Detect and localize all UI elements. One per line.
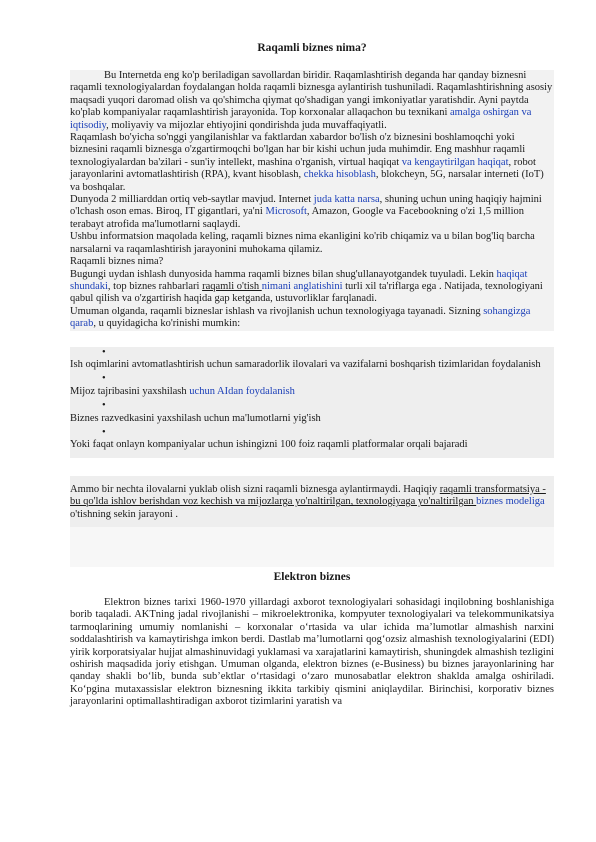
underlined-raqamli-otish: raqamli o'tish	[202, 280, 262, 292]
bullet-list	[70, 347, 554, 458]
text-span: Mijoz tajribasini yaxshilash	[70, 385, 190, 397]
text-span: turli xil ta'riflarga ega . Natijada, texnologiyani qabul qilish va o'zgartirish haqida gap ketganda, ustuvorliklar farqlanadi.	[70, 280, 543, 305]
text-span: Bu Internetda eng ko'p beriladigan savollardan biridir. Raqamlashtirish deganda har qanday biznesni raqamli texnologiyalardan foydalangan holda raqamli biznesga aylantirish tushuniladi. Raqamlashtirishning asosiy maqsadi yuqori daromad olish va qo'shimcha qiymat qo'shadigan yangi imkoniyatlar yaratishdir. Ayni paytda ko'plab kompaniyalar raqamlashtirish jarayonida. Top korxonalar allaqachon bu texnikani	[70, 70, 553, 119]
list-item: Yoki faqat onlayn kompaniyalar uchun ishingizni 100 foiz raqamli platformalar orqali bajaradi	[70, 439, 468, 451]
bullet-glyph: •	[102, 426, 106, 438]
link-nimani-anglatishini[interactable]: nimani anglatishini	[261, 280, 343, 292]
text-span: , blokcheyn, 5G, narsalar interneti (IoT) va boshqalar.	[70, 169, 544, 193]
section-spacer	[70, 527, 554, 567]
paragraph-work-from-home	[70, 269, 554, 306]
link-sohangizga-qarab[interactable]: sohangizga qarab	[70, 305, 531, 330]
paragraph-article-intro: Ushbu informatsion maqolada keling, raqamli biznes nima ekanligini ko'rib chiqamiz va u bilan bog'liq barcha narsalarni va raqamlashtirish jarayonini muhokama qilamiz.	[70, 231, 554, 256]
list-item: Biznes razvedkasini yaxshilash uchun ma'lumotlarni yig'ish	[70, 412, 321, 424]
text-span: Raqamlash bo'yicha so'nggi yangilanishlar va faktlardan xabardor bo'lish o'z biznesini boshlamoqchi yoki biznesini raqamli biznesga o'zgartirmoqchi bo'lgan har bir kishi uchun juda muhimdir. Eng mashhur raqamli texnologiyalardan ba'zilari - sun'iy intellekt, mashina o'rganish, virtual haqiqat	[70, 132, 526, 168]
text-span: Umuman olganda, raqamli bizneslar ishlash va rivojlanish uchun texnologiyaga tayanadi. Sizning	[70, 305, 484, 317]
paragraph-intro	[70, 70, 554, 132]
bullet-glyph: •	[102, 373, 106, 385]
text-span: Dunyoda 2 milliarddan ortiq veb-saytlar mavjud. Internet	[70, 194, 314, 206]
text-span: , Amazon, Google va Facebookning o'zi 1,5 million terabayt atrofida ma'lumotlarni saqlaydi.	[70, 206, 525, 230]
text-span: , robot jarayonlarini avtomatlashtirish (RPA), kvant hisoblash,	[70, 156, 536, 181]
text-span: , moliyaviy va mijozlar ehtiyojini qondirishda juda muvaffaqiyatli.	[106, 119, 387, 131]
page-title: Raqamli biznes nima?	[257, 42, 367, 54]
paragraph-question: Raqamli biznes nima?	[70, 256, 554, 268]
link-microsoft[interactable]: Microsoft	[265, 206, 307, 218]
underlined-raqamli-transformatsiya: raqamli transformatsiya - bu qo'lda ishlov berishdan voz kechish va mijozlarga yo'naltirilgan, texnologiyaga yo'naltirilgan	[70, 483, 546, 508]
text-span: , u quyidagicha ko'rinishi mumkin:	[93, 318, 241, 330]
bullet-glyph: •	[102, 346, 106, 358]
link-uchun-aidan[interactable]: uchun AIdan foydalanish	[189, 385, 295, 397]
list-item: Ish oqimlarini avtomatlashtirish uchun samaradorlik ilovalari va vazifalarni boshqarish tizimlaridan foydalanish	[70, 358, 541, 370]
text-span: o'tishning sekin jarayoni .	[70, 508, 179, 520]
text-span: , shuning uchun uning haqiqiy hajmini o'lchash oson emas. Biroq, IT gigantlari, ya'ni	[70, 194, 542, 218]
paragraph-technology-reliance	[70, 306, 554, 331]
paragraph-transformation	[70, 476, 554, 527]
text-span: Bugungi uydan ishlash dunyosida hamma raqamli biznes bilan shug'ullanayotgandek tuyuladi. Lekin	[70, 268, 497, 280]
link-juda-katta-narsa[interactable]: juda katta narsa	[313, 194, 380, 206]
link-amalga-oshirgan[interactable]: amalga oshirgan va iqtisodiy	[70, 107, 532, 131]
link-chekka-hisoblash[interactable]: chekka hisoblash	[303, 169, 376, 181]
list-item	[70, 386, 554, 398]
link-biznes-modeliga[interactable]: biznes modeliga	[476, 496, 545, 508]
paragraph-websites	[70, 194, 554, 231]
paragraph-e-business: Elektron biznes tarixi 1960-1970 yillardagi axborot texnologiyalari sohasidagi inqilobning boshlanishiga borib taqaladi. AKTning jadal rivojlanishi – mikroelektronika, kompyuter texnologiyalari va telekommunikatsiya tarmoqlarining umumiy nomlanishi – korxonalar o‘rtasida va ular ichida ma’lumotlar almashish narxini soddalashtirish va kamaytirishga imkon berdi. Dastlab ma’lumotlarni qog‘ozsiz almashish texnologiyalarini (EDI) yirik korporatsiyalar hujjat almashinuvidagi yuklamasi va xarajatlarini kamaytirish, shuningdek almashish tezligini oshirish maqsadida joriy etishgan. Umuman olganda, elektron biznes (e-Business) bu biznes jarayonlarining har qanday shakli bo‘lib, bunda sub’ektlar o‘rtasidagi o‘zaro munosabatlar elektron shaklda amalga oshiriladi. Ko‘pgina mutaxassislar elektron biznesning ikkita tarkibiy qismini aniqlaydilar. Birinchisi, korporativ biznes jarayonlarini optimallashtiradigan axborot tizimlarini yaratish va	[70, 597, 554, 708]
section-title: Elektron biznes	[273, 571, 351, 583]
link-haqiqat-shundaki[interactable]: haqiqat shundaki	[70, 268, 528, 292]
document-body	[70, 28, 554, 709]
bullet-glyph: •	[102, 400, 106, 412]
paragraph-technologies	[70, 132, 554, 194]
text-span: , top biznes rahbarlari	[107, 280, 203, 292]
text-span: Ammo bir nechta ilovalarni yuklab olish sizni raqamli biznesga aylantirmaydi. Haqiqiy	[70, 483, 440, 495]
link-kengaytirilgan-haqiqat[interactable]: va kengaytirilgan haqiqat	[401, 156, 509, 168]
